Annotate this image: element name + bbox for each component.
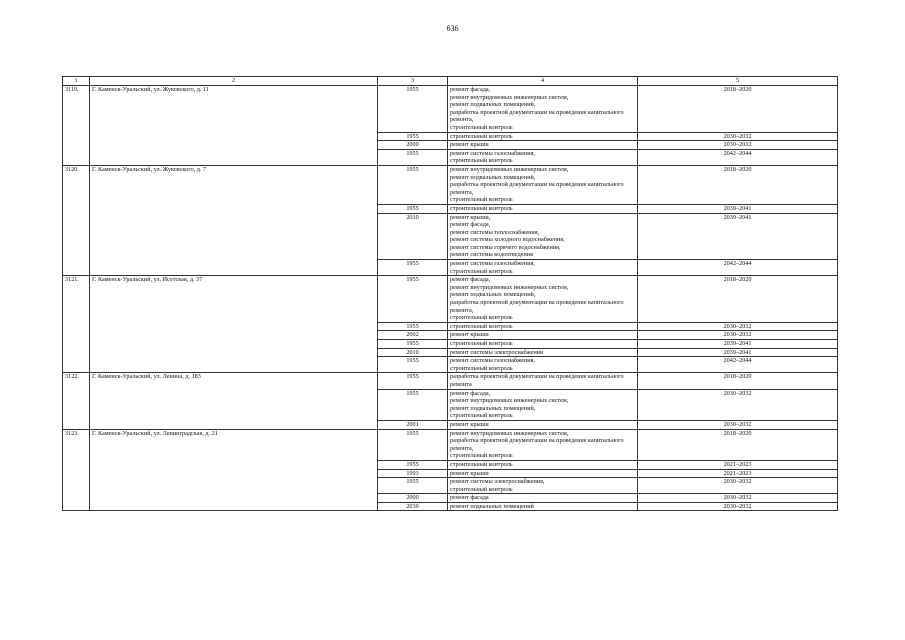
entry-address: Г. Каменск-Уральский, ул. Жуковского, д. 7 <box>90 165 378 275</box>
work-types: ремонт системы газоснабжения, строительный контроль <box>448 149 638 165</box>
entry-number: 3120. <box>63 165 90 275</box>
work-types: строительный контроль <box>448 340 638 349</box>
work-period: 2042–2044 <box>638 149 838 165</box>
col-header-2: 2 <box>90 77 378 86</box>
work-period: 2039–2041 <box>638 340 838 349</box>
entry-number: 3121. <box>63 276 90 373</box>
col-header-5: 5 <box>638 77 838 86</box>
work-year: 1955 <box>378 389 448 420</box>
work-types: ремонт фасада <box>448 494 638 503</box>
work-types: ремонт системы газоснабжения, строительный контроль <box>448 260 638 276</box>
entry-address: Г. Каменск-Уральский, ул. Жуковского, д. 11 <box>90 86 378 166</box>
table-row <box>63 373 838 389</box>
work-year: 1955 <box>378 357 448 373</box>
work-types: ремонт крыши <box>448 469 638 478</box>
work-period: 2018–2020 <box>638 86 838 133</box>
table-row <box>63 165 838 204</box>
work-year: 2001 <box>378 420 448 429</box>
work-period: 2030–2032 <box>638 494 838 503</box>
col-header-1: 1 <box>63 77 90 86</box>
work-types: строительный контроль <box>448 132 638 141</box>
work-period: 2018–2020 <box>638 373 838 389</box>
work-types: строительный контроль <box>448 322 638 331</box>
work-types: ремонт крыши, ремонт фасада, ремонт системы теплоснабжения, ремонт системы холодного водоснабжения, ремонт системы горячего водоснабжения, ремонт системы водоотведения <box>448 213 638 260</box>
table-row <box>63 276 838 323</box>
entry-address: Г. Каменск-Уральский, ул. Исетская, д. 37 <box>90 276 378 373</box>
col-header-3: 3 <box>378 77 448 86</box>
work-types: ремонт крыши <box>448 420 638 429</box>
entry-number: 3123. <box>63 429 90 511</box>
work-period: 2021–2023 <box>638 469 838 478</box>
work-types: ремонт системы электроснабжения, строительный контроль <box>448 478 638 494</box>
work-types: строительный контроль <box>448 460 638 469</box>
page-number: 636 <box>446 24 459 33</box>
work-types: ремонт внутридомовых инженерных систем, разработка проектной документации на проведение капитального ремонта, строительный контроль <box>448 429 638 460</box>
work-period: 2039–2041 <box>638 213 838 260</box>
work-year: 1955 <box>378 276 448 323</box>
work-year: 2000 <box>378 141 448 150</box>
work-year: 2000 <box>378 494 448 503</box>
entry-number: 3122. <box>63 373 90 429</box>
work-types: разработка проектной документации на проведение капитального ремонта <box>448 373 638 389</box>
work-year: 1955 <box>378 373 448 389</box>
table-body <box>63 86 838 511</box>
work-period: 2030–2032 <box>638 331 838 340</box>
work-period: 2030–2032 <box>638 132 838 141</box>
entry-address: Г. Каменск-Уральский, ул. Ленинградская, д. 21 <box>90 429 378 511</box>
work-year: 1955 <box>378 132 448 141</box>
table-row <box>63 429 838 460</box>
work-year: 1955 <box>378 165 448 204</box>
work-year: 2002 <box>378 331 448 340</box>
work-year: 2010 <box>378 348 448 357</box>
work-period: 2018–2020 <box>638 276 838 323</box>
work-year: 1955 <box>378 260 448 276</box>
repair-schedule-table <box>62 76 838 511</box>
work-period: 2021–2023 <box>638 460 838 469</box>
work-types: ремонт фасада, ремонт внутридомовых инженерных систем, ремонт подвальных помещений, строительный контроль <box>448 389 638 420</box>
work-types: ремонт фасада, ремонт внутридомовых инженерных систем, ремонт подвальных помещений, разработка проектной документации на проведение капитального ремонта, строительный контроль <box>448 276 638 323</box>
work-types: строительный контроль <box>448 204 638 213</box>
work-period: 2018–2020 <box>638 165 838 204</box>
work-types: ремонт системы газоснабжения, строительный контроль <box>448 357 638 373</box>
column-number-row <box>63 77 838 86</box>
work-year: 1955 <box>378 429 448 460</box>
work-period: 2042–2044 <box>638 260 838 276</box>
work-period: 2030–2032 <box>638 478 838 494</box>
work-types: ремонт системы электроснабжения <box>448 348 638 357</box>
entry-number: 3119. <box>63 86 90 166</box>
work-year: 1955 <box>378 204 448 213</box>
work-period: 2030–2032 <box>638 322 838 331</box>
work-period: 2018–2020 <box>638 429 838 460</box>
work-year: 1955 <box>378 149 448 165</box>
work-year: 1955 <box>378 460 448 469</box>
work-period: 2039–2041 <box>638 348 838 357</box>
work-year: 1955 <box>378 340 448 349</box>
work-year: 1955 <box>378 478 448 494</box>
work-types: ремонт внутридомовых инженерных систем, ремонт подвальных помещений, разработка проектной документации на проведение капитального ремонта, строительный контроль <box>448 165 638 204</box>
work-year: 1993 <box>378 469 448 478</box>
work-period: 2030–2032 <box>638 420 838 429</box>
work-period: 2030–2032 <box>638 502 838 511</box>
col-header-4: 4 <box>448 77 638 86</box>
work-year: 1955 <box>378 86 448 133</box>
work-types: ремонт крыши <box>448 141 638 150</box>
work-year: 2010 <box>378 213 448 260</box>
work-period: 2030–2032 <box>638 141 838 150</box>
table-row <box>63 86 838 133</box>
work-types: ремонт подвальных помещений <box>448 502 638 511</box>
work-types: ремонт фасада, ремонт внутридомовых инженерных систем, ремонт подвальных помещений, разработка проектной документации на проведение капитального ремонта, строительный контроль <box>448 86 638 133</box>
work-year: 2030 <box>378 502 448 511</box>
work-period: 2042–2044 <box>638 357 838 373</box>
work-period: 2039–2041 <box>638 204 838 213</box>
entry-address: Г. Каменск-Уральский, ул. Ленина, д. 183 <box>90 373 378 429</box>
work-period: 2030–2032 <box>638 389 838 420</box>
work-types: ремонт крыши <box>448 331 638 340</box>
work-year: 1955 <box>378 322 448 331</box>
